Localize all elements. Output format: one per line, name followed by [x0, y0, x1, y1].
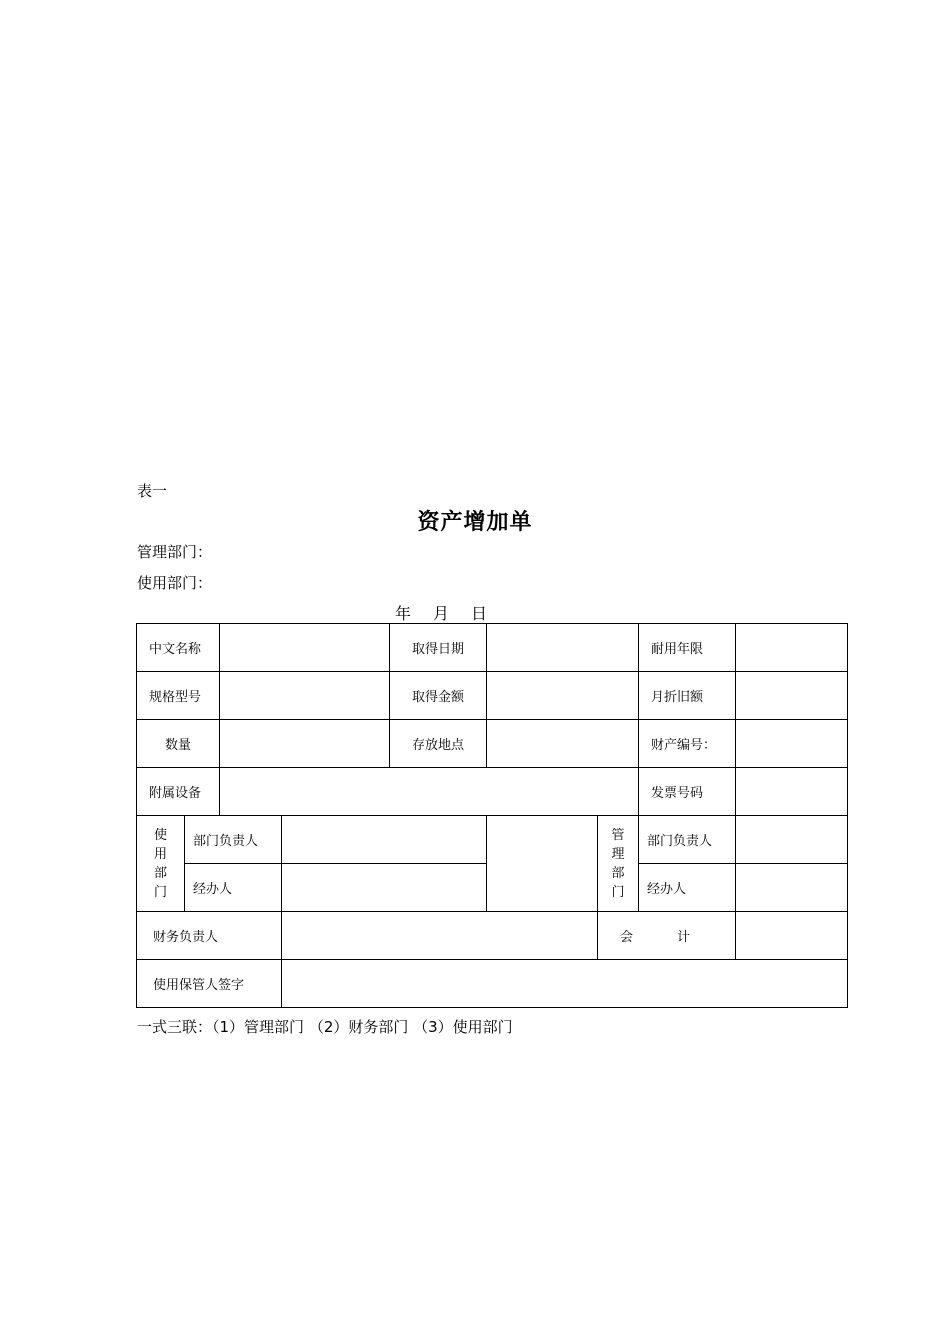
acquire-date-cell[interactable] [487, 624, 639, 672]
chinese-name-label: 中文名称 [137, 624, 220, 672]
mgmt-dept-vertical-label: 管 理 部 门 [598, 816, 639, 912]
date-month: 月 [433, 604, 450, 623]
form-title: 资产增加单 [417, 510, 533, 535]
accessories-cell[interactable] [220, 768, 639, 816]
spec-model-label: 规格型号 [137, 672, 220, 720]
mgmt-dept-head-cell[interactable] [736, 816, 848, 864]
date-line [395, 601, 487, 624]
storage-location-cell[interactable] [487, 720, 639, 768]
accessories-label: 附属设备 [137, 768, 220, 816]
mgmt-handler-label: 经办人 [639, 864, 736, 912]
custodian-signature-label: 使用保管人签字 [137, 960, 282, 1008]
invoice-number-label: 发票号码 [639, 768, 736, 816]
custodian-signature-cell[interactable] [282, 960, 848, 1008]
invoice-number-cell[interactable] [736, 768, 848, 816]
asset-number-cell[interactable] [736, 720, 848, 768]
asset-number-label: 财产编号： [639, 720, 736, 768]
acquire-amount-label: 取得金额 [390, 672, 487, 720]
asset-addition-table [136, 623, 848, 1008]
copies-note: 一式三联：（1）管理部门 （2）财务部门 （3）使用部门 [137, 1018, 513, 1036]
management-dept-label: 管理部门： [137, 543, 213, 561]
finance-head-cell[interactable] [282, 912, 598, 960]
acquire-amount-cell[interactable] [487, 672, 639, 720]
quantity-cell[interactable] [220, 720, 390, 768]
using-dept-vertical-label: 使 用 部 门 [137, 816, 185, 912]
date-year: 年 [395, 604, 412, 623]
using-handler-cell[interactable] [282, 864, 487, 912]
monthly-depreciation-label: 月折旧额 [639, 672, 736, 720]
using-dept-label: 使用部门： [137, 574, 213, 592]
using-handler-label: 经办人 [185, 864, 282, 912]
using-dept-head-cell[interactable] [282, 816, 487, 864]
acquire-date-label: 取得日期 [390, 624, 487, 672]
storage-location-label: 存放地点 [390, 720, 487, 768]
date-day: 日 [471, 604, 488, 623]
using-dept-head-label: 部门负责人 [185, 816, 282, 864]
useful-life-label: 耐用年限 [639, 624, 736, 672]
chinese-name-cell[interactable] [220, 624, 390, 672]
finance-head-label: 财务负责人 [137, 912, 282, 960]
mgmt-dept-head-label: 部门负责人 [639, 816, 736, 864]
useful-life-cell[interactable] [736, 624, 848, 672]
accounting-label: 会 计 [598, 912, 736, 960]
monthly-depreciation-cell[interactable] [736, 672, 848, 720]
accounting-cell[interactable] [736, 912, 848, 960]
spec-model-cell[interactable] [220, 672, 390, 720]
quantity-label: 数量 [137, 720, 220, 768]
mgmt-handler-cell[interactable] [736, 864, 848, 912]
form-number: 表一 [137, 482, 168, 500]
